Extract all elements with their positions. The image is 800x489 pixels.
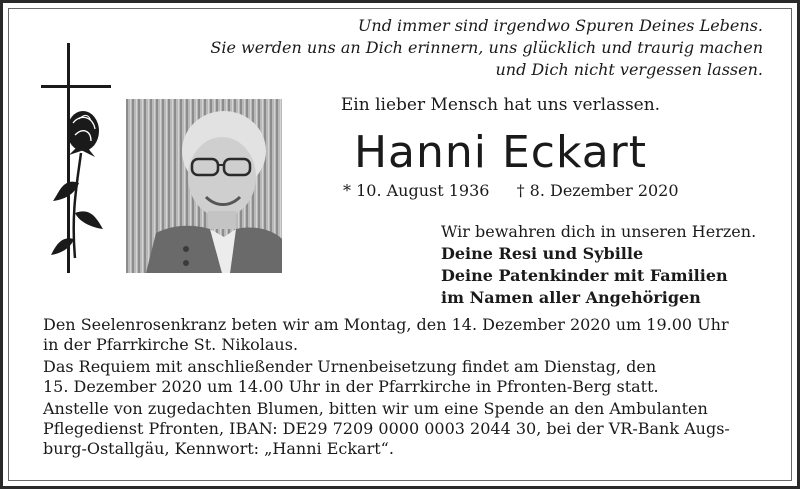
closing-line: Wir bewahren dich in unseren Herzen. [441, 222, 757, 241]
requiem-paragraph [43, 357, 773, 397]
text-line: burg-Ostallgäu, Kennwort: „Hanni Eckart“. [43, 439, 394, 458]
text-line: 15. Dezember 2020 um 14.00 Uhr in der Pfarrkirche in Pfronten-Berg statt. [43, 377, 659, 396]
rosary-paragraph [43, 315, 773, 355]
memorial-quote [203, 15, 763, 81]
deceased-name: Hanni Eckart [353, 127, 648, 178]
mourner-line: Deine Resi und Sybille [441, 244, 644, 263]
quote-line: Sie werden uns an Dich erinnern, uns glücklich und traurig machen [210, 38, 763, 57]
quote-line: Und immer sind irgendwo Spuren Deines Lebens. [357, 16, 763, 35]
portrait-photo [126, 99, 282, 273]
quote-line: und Dich nicht vergessen lassen. [495, 60, 763, 79]
text-line: Anstelle von zugedachten Blumen, bitten wir um eine Spende an den Ambulanten [43, 399, 708, 418]
life-dates [343, 181, 701, 200]
text-line: in der Pfarrkirche St. Nikolaus. [43, 335, 299, 354]
death-date: † 8. Dezember 2020 [516, 181, 679, 200]
birth-date: * 10. August 1936 [343, 181, 490, 200]
cross-with-rose-icon [41, 43, 111, 273]
donation-paragraph [43, 399, 773, 459]
text-line: Pflegedienst Pfronten, IBAN: DE29 7209 0000 0003 2044 30, bei der VR-Bank Augs- [43, 419, 730, 438]
mourners-block [441, 221, 756, 309]
lead-line: Ein lieber Mensch hat uns verlassen. [340, 95, 661, 115]
text-line: Das Requiem mit anschließender Urnenbeisetzung findet am Dienstag, den [43, 357, 657, 376]
mourner-line: Deine Patenkinder mit Familien [441, 266, 728, 285]
text-line: Den Seelenrosenkranz beten wir am Montag, den 14. Dezember 2020 um 19.00 Uhr [43, 315, 729, 334]
service-details [43, 315, 773, 461]
mourner-line: im Namen aller Angehörigen [441, 288, 701, 307]
